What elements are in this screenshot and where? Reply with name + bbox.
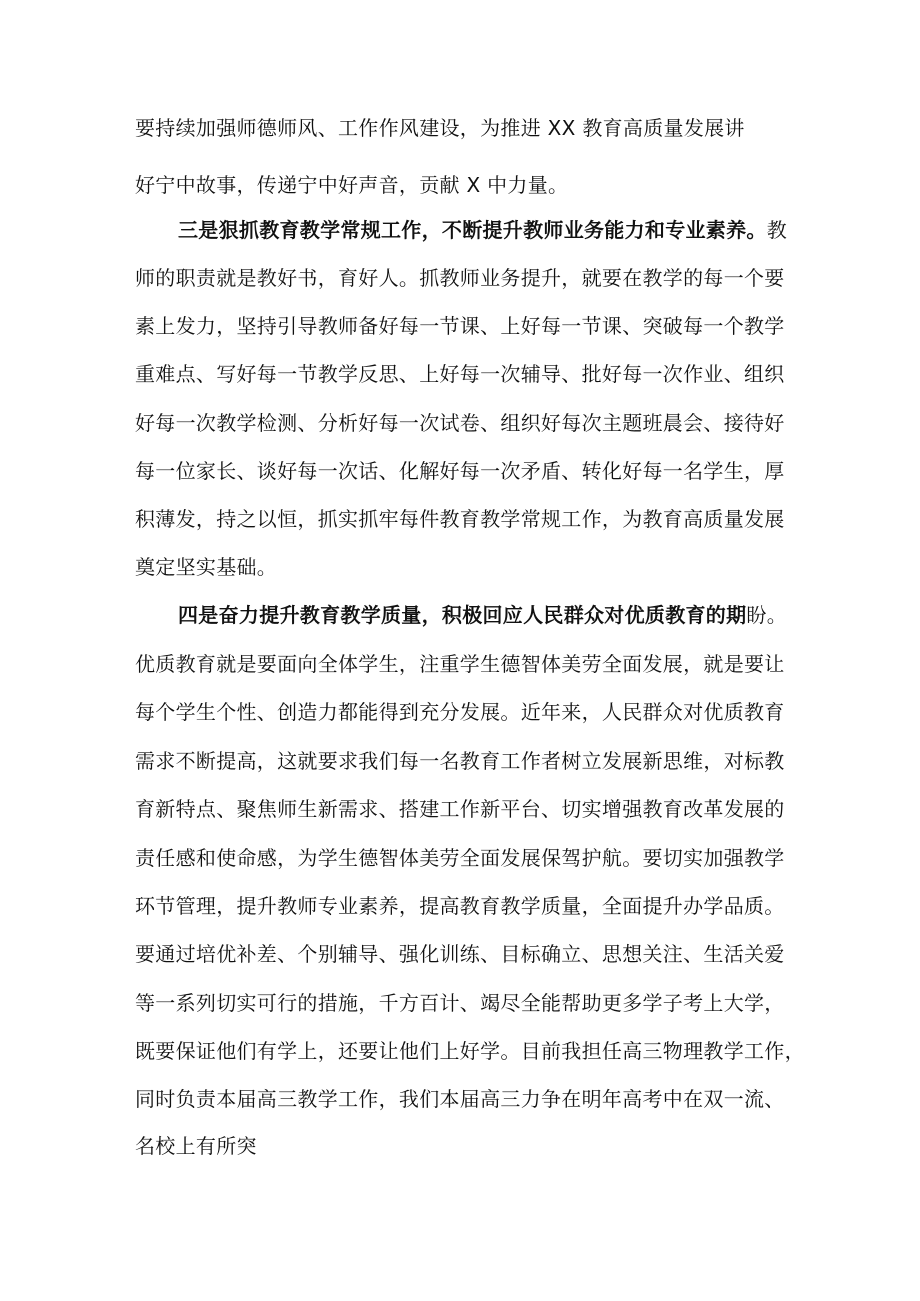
section-3-line: 重难点、写好每一节教学反思、上好每一次辅导、批好每一次作业、组织	[135, 362, 785, 386]
section-4-line: 需求不断提高，这就要求我们每一名教育工作者树立发展新思维，对标教	[135, 749, 785, 773]
section-4-line: 既要保证他们有学上，还要让他们上好学。目前我担任高三物理教学工作，	[135, 1039, 805, 1063]
section-4-first-line	[178, 602, 787, 628]
section-3-line: 素上发力，坚持引导教师备好每一节课、上好每一节课、突破每一个教学	[135, 314, 785, 338]
section-3-heading: 三是狠抓教育教学常规工作，不断提升教师业务能力和专业素养。	[178, 218, 767, 242]
section-4-line: 同时负责本届高三教学工作，我们本届高三力争在明年高考中在双一流、	[135, 1087, 785, 1111]
section-3-line: 好每一次教学检测、分析好每一次试卷、组织好每次主题班晨会、接待好	[135, 411, 785, 435]
section-4-line: 要通过培优补差、个别辅导、强化训练、目标确立、思想关注、生活关爱	[135, 942, 785, 966]
section-4-line: 责任感和使命感，为学生德智体美劳全面发展保驾护航。要切实加强教学	[135, 846, 785, 870]
section-4-first-line-tail: 盼。	[746, 603, 788, 627]
section-3-line: 每一位家长、谈好每一次话、化解好每一次矛盾、转化好每一名学生，厚	[135, 459, 785, 483]
section-3-line: 奠定坚实基础。	[135, 555, 278, 579]
section-4-line: 等一系列切实可行的措施，千方百计、竭尽全能帮助更多学子考上大学，	[135, 991, 785, 1015]
intro-line-2: 好宁中故事，传递宁中好声音，贡献 X 中力量。	[135, 173, 569, 197]
section-4-heading: 四是奋力提升教育教学质量，积极回应人民群众对优质教育的期	[178, 603, 747, 627]
section-4-line: 每个学生个性、创造力都能得到充分发展。近年来，人民群众对优质教育	[135, 700, 785, 724]
section-3-first-line	[178, 217, 787, 243]
intro-line-1: 要持续加强师德师风、工作作风建设，为推进 XX 教育高质量发展讲	[135, 116, 745, 140]
section-3-line: 积薄发，持之以恒，抓实抓牢每件教育教学常规工作，为教育高质量发展	[135, 507, 785, 531]
section-3-line: 师的职责就是教好书，育好人。抓教师业务提升，就要在教学的每一个要	[135, 266, 785, 290]
section-3-first-line-tail: 教	[766, 218, 788, 242]
section-4-line: 育新特点、聚焦师生新需求、搭建工作新平台、切实增强教育改革发展的	[135, 797, 785, 821]
section-4-line: 环节管理，提升教师专业素养，提高教育教学质量，全面提升办学品质。	[135, 894, 785, 918]
section-4-line: 优质教育就是要面向全体学生，注重学生德智体美劳全面发展，就是要让	[135, 652, 785, 676]
section-4-line: 名校上有所突	[135, 1134, 257, 1158]
